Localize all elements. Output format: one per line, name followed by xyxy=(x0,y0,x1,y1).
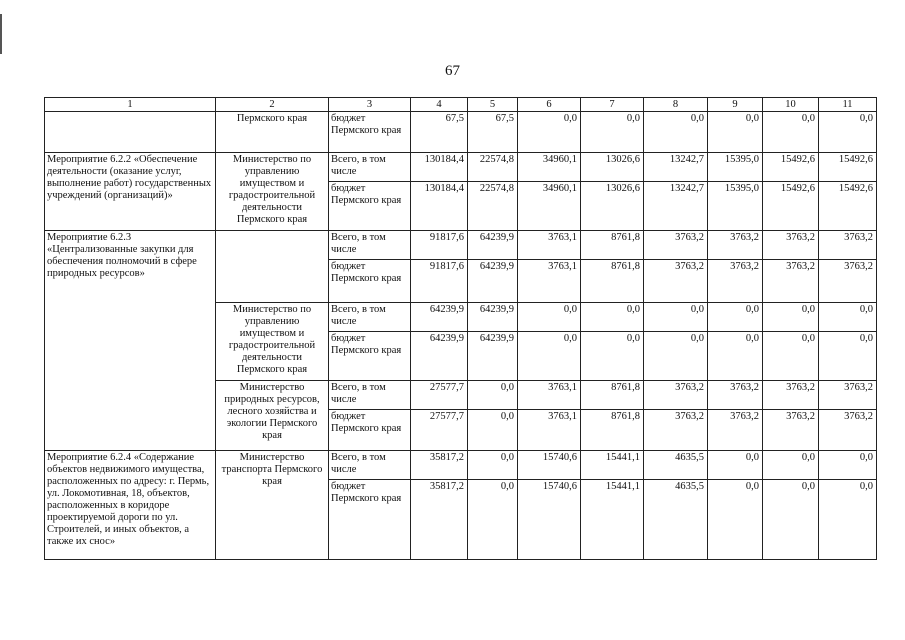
value-cell: 3763,2 xyxy=(644,231,708,260)
source-cell: бюджет Пермского края xyxy=(329,480,411,560)
value-cell: 15740,6 xyxy=(518,451,581,480)
value-cell: 15492,6 xyxy=(763,182,819,231)
source-cell: бюджет Пермского края xyxy=(329,182,411,231)
value-cell: 15492,6 xyxy=(819,153,877,182)
value-cell: 0,0 xyxy=(819,451,877,480)
value-cell: 15395,0 xyxy=(708,153,763,182)
column-header: 5 xyxy=(468,98,518,112)
value-cell: 0,0 xyxy=(763,332,819,381)
value-cell: 0,0 xyxy=(468,410,518,451)
value-cell: 0,0 xyxy=(708,480,763,560)
value-cell: 0,0 xyxy=(581,332,644,381)
value-cell: 0,0 xyxy=(708,332,763,381)
executor-cell: Пермского края xyxy=(216,112,329,153)
value-cell: 13026,6 xyxy=(581,153,644,182)
value-cell: 3763,2 xyxy=(819,260,877,303)
value-cell: 13242,7 xyxy=(644,153,708,182)
table-row xyxy=(45,112,877,153)
value-cell: 35817,2 xyxy=(411,480,468,560)
column-header: 1 xyxy=(45,98,216,112)
value-cell: 91817,6 xyxy=(411,231,468,260)
value-cell: 3763,1 xyxy=(518,260,581,303)
value-cell: 64239,9 xyxy=(411,332,468,381)
value-cell: 0,0 xyxy=(518,112,581,153)
value-cell: 34960,1 xyxy=(518,153,581,182)
value-cell: 3763,2 xyxy=(819,410,877,451)
value-cell: 3763,2 xyxy=(644,260,708,303)
value-cell: 0,0 xyxy=(763,480,819,560)
table-row xyxy=(45,451,877,480)
value-cell: 0,0 xyxy=(819,112,877,153)
value-cell: 8761,8 xyxy=(581,381,644,410)
page-number: 67 xyxy=(445,63,460,79)
value-cell: 67,5 xyxy=(411,112,468,153)
value-cell: 3763,1 xyxy=(518,410,581,451)
value-cell: 130184,4 xyxy=(411,182,468,231)
value-cell: 3763,2 xyxy=(819,381,877,410)
activity-cell: Мероприятие 6.2.3 «Централизованные закупки для обеспечения полномочий в сфере природных ресурсов» xyxy=(45,231,216,451)
executor-cell: Министерство по управлению имуществом и градостроительной деятельности Пермского края xyxy=(216,153,329,231)
source-cell: бюджет Пермского края xyxy=(329,410,411,451)
value-cell: 34960,1 xyxy=(518,182,581,231)
value-cell: 130184,4 xyxy=(411,153,468,182)
value-cell: 13026,6 xyxy=(581,182,644,231)
value-cell: 0,0 xyxy=(644,332,708,381)
value-cell: 3763,2 xyxy=(644,381,708,410)
value-cell: 8761,8 xyxy=(581,260,644,303)
value-cell: 15395,0 xyxy=(708,182,763,231)
value-cell: 64239,9 xyxy=(468,303,518,332)
table-row xyxy=(45,231,877,260)
value-cell: 3763,2 xyxy=(763,260,819,303)
value-cell: 0,0 xyxy=(518,303,581,332)
value-cell: 0,0 xyxy=(819,303,877,332)
value-cell: 15441,1 xyxy=(581,480,644,560)
activity-cell xyxy=(45,112,216,153)
source-cell: Всего, в том числе xyxy=(329,153,411,182)
value-cell: 91817,6 xyxy=(411,260,468,303)
source-cell: бюджет Пермского края xyxy=(329,332,411,381)
value-cell: 0,0 xyxy=(819,480,877,560)
column-header: 4 xyxy=(411,98,468,112)
source-cell: Всего, в том числе xyxy=(329,451,411,480)
value-cell: 0,0 xyxy=(468,451,518,480)
value-cell: 0,0 xyxy=(708,451,763,480)
table-row xyxy=(45,153,877,182)
value-cell: 0,0 xyxy=(468,480,518,560)
source-cell: бюджет Пермского края xyxy=(329,260,411,303)
value-cell: 15492,6 xyxy=(819,182,877,231)
value-cell: 15492,6 xyxy=(763,153,819,182)
value-cell: 3763,2 xyxy=(763,410,819,451)
value-cell: 13242,7 xyxy=(644,182,708,231)
value-cell: 27577,7 xyxy=(411,381,468,410)
column-header: 11 xyxy=(819,98,877,112)
source-cell: Всего, в том числе xyxy=(329,303,411,332)
value-cell: 3763,2 xyxy=(763,231,819,260)
executor-cell: Министерство транспорта Пермского края xyxy=(216,451,329,560)
value-cell: 64239,9 xyxy=(468,332,518,381)
value-cell: 0,0 xyxy=(708,112,763,153)
value-cell: 8761,8 xyxy=(581,231,644,260)
value-cell: 67,5 xyxy=(468,112,518,153)
value-cell: 3763,2 xyxy=(644,410,708,451)
source-cell: бюджет Пермского края xyxy=(329,112,411,153)
scan-edge-mark xyxy=(0,14,2,54)
value-cell: 64239,9 xyxy=(468,231,518,260)
value-cell: 0,0 xyxy=(468,381,518,410)
value-cell: 4635,5 xyxy=(644,451,708,480)
value-cell: 22574,8 xyxy=(468,182,518,231)
source-cell: Всего, в том числе xyxy=(329,231,411,260)
column-header: 2 xyxy=(216,98,329,112)
budget-table xyxy=(44,97,877,560)
column-header: 10 xyxy=(763,98,819,112)
value-cell: 0,0 xyxy=(763,112,819,153)
value-cell: 3763,2 xyxy=(708,381,763,410)
value-cell: 0,0 xyxy=(763,451,819,480)
value-cell: 0,0 xyxy=(763,303,819,332)
value-cell: 0,0 xyxy=(581,112,644,153)
value-cell: 4635,5 xyxy=(644,480,708,560)
value-cell: 3763,2 xyxy=(819,231,877,260)
value-cell: 3763,2 xyxy=(708,231,763,260)
column-header: 3 xyxy=(329,98,411,112)
value-cell: 3763,1 xyxy=(518,231,581,260)
value-cell: 64239,9 xyxy=(411,303,468,332)
value-cell: 0,0 xyxy=(644,303,708,332)
value-cell: 8761,8 xyxy=(581,410,644,451)
value-cell: 64239,9 xyxy=(468,260,518,303)
value-cell: 35817,2 xyxy=(411,451,468,480)
value-cell: 22574,8 xyxy=(468,153,518,182)
source-cell: Всего, в том числе xyxy=(329,381,411,410)
executor-cell: Министерство по управлению имуществом и градостроительной деятельности Пермского края xyxy=(216,303,329,381)
activity-cell: Мероприятие 6.2.2 «Обеспечение деятельности (оказание услуг, выполнение работ) государственных учреждений (организаций)» xyxy=(45,153,216,231)
value-cell: 15740,6 xyxy=(518,480,581,560)
executor-cell: Министерство природных ресурсов, лесного хозяйства и экологии Пермского края xyxy=(216,381,329,451)
value-cell: 0,0 xyxy=(644,112,708,153)
column-header: 6 xyxy=(518,98,581,112)
value-cell: 3763,2 xyxy=(708,260,763,303)
value-cell: 0,0 xyxy=(581,303,644,332)
value-cell: 0,0 xyxy=(819,332,877,381)
value-cell: 0,0 xyxy=(708,303,763,332)
value-cell: 0,0 xyxy=(518,332,581,381)
column-header: 7 xyxy=(581,98,644,112)
column-header: 8 xyxy=(644,98,708,112)
column-header: 9 xyxy=(708,98,763,112)
value-cell: 3763,1 xyxy=(518,381,581,410)
executor-cell xyxy=(216,231,329,303)
value-cell: 15441,1 xyxy=(581,451,644,480)
activity-cell: Мероприятие 6.2.4 «Содержание объектов недвижимого имущества, расположенных по адресу: г. Пермь, ул. Локомотивная, 18, объектов, расположенных в коридоре проектируемой дороги по ул. Строителей, и иных объектов, а также их снос» xyxy=(45,451,216,560)
value-cell: 27577,7 xyxy=(411,410,468,451)
value-cell: 3763,2 xyxy=(763,381,819,410)
header-row xyxy=(45,98,877,112)
value-cell: 3763,2 xyxy=(708,410,763,451)
